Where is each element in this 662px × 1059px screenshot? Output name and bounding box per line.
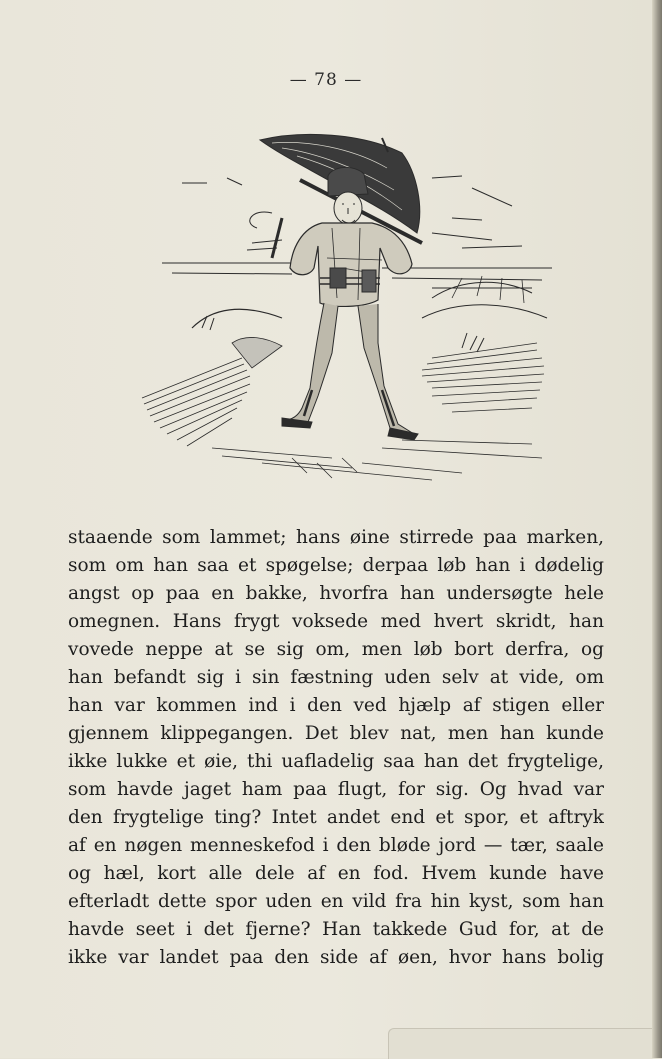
text-line: ikke var landet paa den side af øen, hvor hans bolig <box>68 947 604 968</box>
page-number: — 78 — <box>289 70 363 90</box>
text-line: han var kommen ind i den ved hjælp af stigen eller <box>68 695 604 716</box>
text-line: omegnen. Hans frygt voksede med hvert skridt, han <box>68 611 604 632</box>
text-line: vovede neppe at se sig om, men løb bort derfra, og <box>68 639 604 660</box>
text-line: efterladt dette spor uden en vild fra hin kyst, som han <box>68 891 604 912</box>
text-line: staaende som lammet; hans øine stirrede paa marken, <box>68 527 604 548</box>
book-edge <box>652 0 662 1058</box>
text-line: og hæl, kort alle dele af en fod. Hvem kunde have <box>68 863 604 884</box>
text-line: den frygtelige ting? Intet andet end et spor, et aftryk <box>68 807 604 828</box>
page-corner-fold <box>388 1028 653 1059</box>
text-line: angst op paa en bakke, hvorfra han undersøgte hele <box>68 583 604 604</box>
text-line: af en nøgen menneskefod i den bløde jord — tær, saale <box>68 835 604 856</box>
text-line: som havde jaget ham paa flugt, for sig. Og hvad var <box>68 779 604 800</box>
body-text <box>68 524 604 972</box>
text-line: havde seet i det fjerne? Han takkede Gud for, at de <box>68 919 604 940</box>
text-line: som om han saa et spøgelse; derpaa løb han i dødelig <box>68 555 604 576</box>
text-line: ikke lukke et øie, thi uafladelig saa han det frygtelige, <box>68 751 604 772</box>
text-line: gjennem klippegangen. Det blev nat, men han kunde <box>68 723 604 744</box>
engraving-illustration <box>132 128 557 488</box>
text-line: han befandt sig i sin fæstning uden selv at vide, om <box>68 667 604 688</box>
